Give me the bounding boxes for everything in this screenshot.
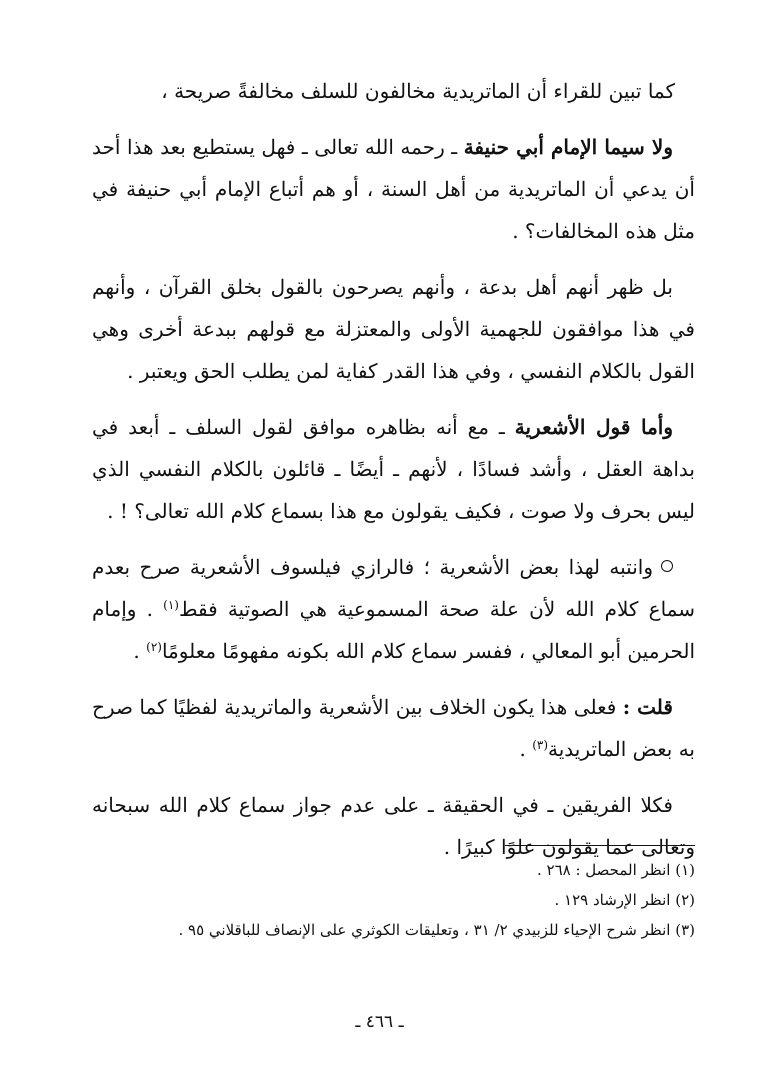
footnote-2: (٢) انظر الإرشاد ١٢٩ . (554, 891, 695, 909)
paragraph-4 (92, 406, 695, 532)
paragraph-2-bold: ولا سيما الإمام أبي حنيفة (463, 135, 673, 159)
paragraph-5-text-2: . وإمام الحرمين أبو المعالي ، ففسر سماع كلام الله بكونه مفهومًا معلومًا (92, 597, 695, 663)
paragraph-7-text: فكلا الفريقين ـ في الحقيقة ـ على عدم جواز سماع كلام الله سبحانه وتعالى عما يقولون علوًا كبيرًا . (92, 793, 695, 859)
paragraph-5-text-3: . (133, 639, 147, 663)
paragraph-1 (92, 70, 695, 112)
paragraph-3-text: بل ظهر أنهم أهل بدعة ، وأنهم يصرحون بالقول بخلق القرآن ، وأنهم في هذا موافقون للجهمية الأولى والمعتزلة مع قولهم ببدعة أخرى وهي القول بالكلام النفسي ، وفي هذا القدر كفاية لمن يطلب الحق ويعتبر . (92, 275, 695, 383)
paragraph-5 (92, 546, 695, 672)
footnote-ref-3[interactable]: (٣) (532, 738, 549, 752)
footnote-ref-2[interactable]: (٢) (146, 640, 162, 654)
paragraph-6 (92, 686, 695, 770)
paragraph-3 (92, 266, 695, 392)
paragraph-4-text: ـ مع أنه بظاهره موافق لقول السلف ـ أبعد في بداهة العقل ، وأشد فسادًا ، لأنهم ـ أيضًا ـ قائلون بالكلام النفسي الذي ليس بحرف ولا صوت ، فكيف يقولون مع هذا بسماع كلام الله تعالى؟ ! . (92, 415, 695, 523)
paragraph-6-end: . (519, 737, 533, 761)
paragraph-4-bold: وأما قول الأشعرية (514, 415, 673, 439)
paragraph-2 (92, 126, 695, 252)
footnote-1: (١) انظر المحصل : ٢٦٨ . (536, 861, 695, 879)
page-number: ـ ٤٦٦ ـ (355, 1012, 404, 1032)
main-text (92, 70, 695, 882)
paragraph-5-text-1: وانتبه لهذا بعض الأشعرية ؛ فالرازي فيلسوف الأشعرية صرح بعدم سماع كلام الله لأن علة صحة المسموعية هي الصوتية فقط (92, 555, 695, 621)
paragraph-6-text: فعلى هذا يكون الخلاف بين الأشعرية والماتريدية لفظيًا كما صرح به بعض الماتريدية (92, 695, 695, 761)
footnote-3: (٣) انظر شرح الإحياء للزبيدي ٢/ ٣١ ، وتعليقات الكوثري على الإنصاف للباقلاني ٩٥ . (178, 921, 695, 939)
paragraph-2-text: ـ رحمه الله تعالى ـ فهل يستطيع بعد هذا أحد أن يدعي أن الماتريدية من أهل السنة ، أو هم أتباع الإمام أبي حنيفة في مثل هذه المخالفات؟ . (92, 135, 695, 243)
paragraph-1-text: كما تبين للقراء أن الماتريدية مخالفون للسلف مخالفةً صريحة ، (161, 79, 675, 103)
paragraph-6-bold: قلت : (622, 695, 673, 719)
footnotes (92, 855, 695, 945)
footnote-ref-1[interactable]: (١) (163, 598, 179, 612)
footnote-divider (505, 845, 695, 846)
circle-bullet-icon (661, 560, 673, 572)
